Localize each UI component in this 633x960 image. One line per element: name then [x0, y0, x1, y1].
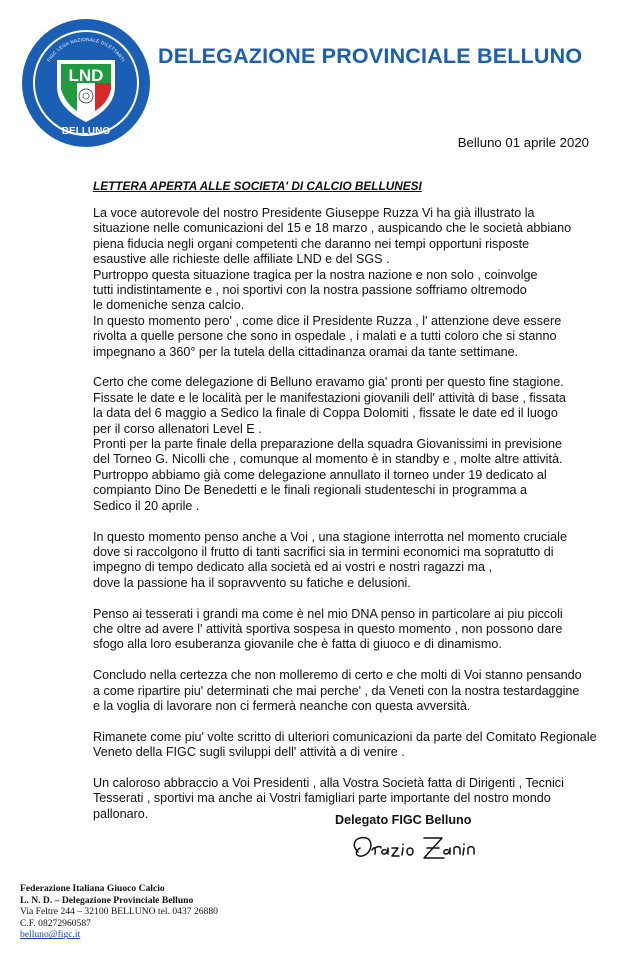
letter-paragraph: [93, 668, 613, 714]
letter-line: Concludo nella certezza che non molleremo di certo e che molti di Voi stanno pensando: [93, 668, 582, 683]
letter-line: pallonaro.: [93, 806, 149, 821]
letter-line: dove la passione ha il sopravvento su fatiche e delusioni.: [93, 575, 411, 590]
handwritten-signature: [348, 832, 478, 866]
logo-ring-text: FIGC LEGA NAZIONALE DILETTANTI: [46, 36, 126, 63]
letter-date: Belluno 01 aprile 2020: [457, 135, 589, 150]
letter-line: Fissate le date e le località per le manifestazioni giovanili dell' attività di base , fissata: [93, 390, 566, 405]
letter-body: [93, 206, 613, 838]
letter-line: tutti indistintamente e , noi sportivi con la nostra passione soffriamo oltremodo: [93, 283, 527, 298]
footer-address: Via Feltre 244 – 32100 BELLUNO tel. 0437 26880: [20, 906, 218, 918]
footer-org: Federazione Italiana Giuoco Calcio: [20, 883, 165, 894]
letter-paragraph: [93, 607, 613, 653]
letter-subject: LETTERA APERTA ALLE SOCIETA' DI CALCIO BELLUNESI: [93, 179, 422, 193]
letter-line: piena fiducia negli organi competenti che daranno nei tempi opportuni risposte: [93, 236, 530, 251]
footer: [20, 883, 218, 941]
letter-line: Penso ai tesserati i grandi ma come è nel mio DNA penso in particolare ai piu piccoli: [93, 606, 563, 621]
footer-tax-code: C.F. 08272960587: [20, 917, 91, 929]
letter-line: sfogo alla loro esuberanza giovanile che è fatta di giuoco e di dinamismo.: [93, 637, 502, 652]
letter-line: che oltre ad avere l' attività sportiva sospesa in questo momento , non possono dare: [93, 621, 563, 636]
letter-line: In questo momento pero' , come dice il Presidente Ruzza , l' attenzione deve essere: [93, 313, 562, 328]
letter-line: La voce autorevole del nostro Presidente Giuseppe Ruzza Vi ha già illustrato la: [93, 206, 535, 220]
lnd-belluno-logo: [20, 17, 152, 149]
footer-email-link[interactable]: belluno@figc.it: [20, 929, 81, 941]
letter-line: Purtroppo questa situazione tragica per la nostra nazione e non solo , coinvolge: [93, 267, 538, 282]
letter-line: le domeniche senza calcio.: [93, 298, 245, 313]
letter-line: a come ripartire piu' determinati che mai perche' , da Veneti con la nostra testardaggine: [93, 683, 580, 698]
footer-delegation: L. N. D. – Delegazione Provinciale Belluno: [20, 894, 194, 906]
letter-line: In questo momento penso anche a Voi , una stagione interrotta nel momento cruciale: [93, 529, 567, 544]
letter-line: per il corso allenatori Level E .: [93, 421, 262, 436]
letter-line: Pronti per la parte finale della preparazione della squadra Giovanissimi in previsione: [93, 437, 563, 452]
letter-line: Rimanete come piu' volte scritto di ulteriori comunicazioni da parte del Comitato Regionale: [93, 729, 597, 744]
letter-line: Tesserati , sportivi ma anche ai Vostri famigliari parte importante del nostro mondo: [93, 791, 551, 806]
letter-line: impegno di tempo dedicato alla società ed ai vostri e nostri ragazzi ma ,: [93, 560, 493, 575]
letter-paragraph: [93, 206, 613, 360]
letter-line: dove si raccolgono il frutto di tanti sacrifici sia in termini economici ma sopratutto di: [93, 544, 554, 559]
letter-line: Purtroppo abbiamo già come delegazione annullato il torneo under 19 dedicato al: [93, 467, 547, 482]
letter-line: esaustive alle richieste delle affiliate LND e del SGS .: [93, 252, 390, 267]
header-title: DELEGAZIONE PROVINCIALE BELLUNO: [158, 44, 583, 68]
logo-center-text: LND: [68, 66, 104, 85]
letter-line: compianto Dino De Benedetti e le finali regionali studenteschi in programma a: [93, 483, 528, 498]
logo-bottom-text: BELLUNO: [61, 126, 111, 137]
letter-line: situazione nelle comunicazioni del 15 e 18 marzo , auspicando che le società abbiano: [93, 221, 572, 236]
letter-line: e la voglia di lavorare non ci fermerà neanche con questa avversità.: [93, 698, 471, 713]
letter-line: rivolta a quelle persone che sono in ospedale , i malati e a tutti coloro che si stanno: [93, 329, 557, 344]
letter-line: la data del 6 maggio a Sedico la finale di Coppa Dolomiti , fissate le date ed il luogo: [93, 406, 558, 421]
letter-paragraph: [93, 530, 613, 592]
signature-title: Delegato FIGC Belluno: [335, 813, 472, 827]
letter-line: Certo che come delegazione di Belluno eravamo gia' pronti per questo fine stagione.: [93, 375, 564, 390]
letter-paragraph: [93, 730, 613, 761]
letter-line: Veneto della FIGC sugli sviluppi dell' attività a di venire .: [93, 745, 405, 760]
letter-line: Un caloroso abbraccio a Voi Presidenti , alla Vostra Società fatta di Dirigenti , Tecnici: [93, 775, 564, 790]
letter-line: impegnano a 360° per la tutela della cittadinanza oramai da tante settimane.: [93, 344, 519, 359]
letter-line: del Torneo G. Nicolli che , comunque al momento è in standby e , molte altre attività.: [93, 452, 563, 467]
letter-line: Sedico il 20 aprile .: [93, 498, 200, 513]
letter-paragraph: [93, 375, 613, 514]
